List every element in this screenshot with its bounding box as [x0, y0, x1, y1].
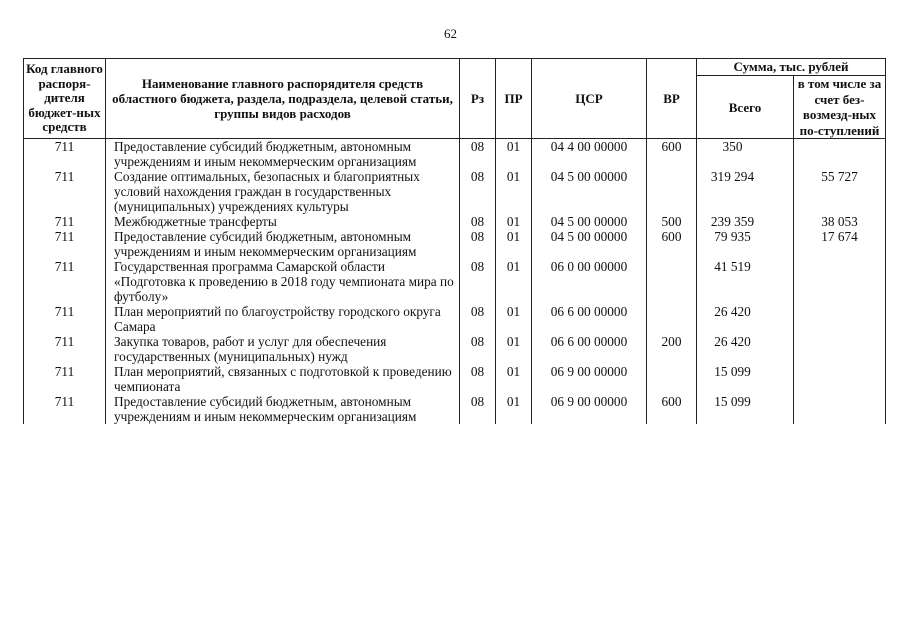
cell-total: 350	[697, 139, 794, 170]
header-rz: Рз	[460, 59, 496, 139]
cell-csr: 04 5 00 00000	[532, 169, 647, 214]
cell-code: 711	[24, 394, 106, 424]
cell-incl: 55 727	[794, 169, 886, 214]
cell-csr: 04 4 00 00000	[532, 139, 647, 170]
cell-rz: 08	[460, 259, 496, 304]
cell-pr: 01	[496, 139, 532, 170]
table-row	[24, 229, 886, 259]
cell-csr: 04 5 00 00000	[532, 229, 647, 259]
table-row	[24, 214, 886, 229]
cell-code: 711	[24, 259, 106, 304]
header-vr: ВР	[647, 59, 697, 139]
header-pr: ПР	[496, 59, 532, 139]
budget-table	[23, 58, 886, 424]
cell-vr: 200	[647, 334, 697, 364]
cell-code: 711	[24, 304, 106, 334]
cell-vr	[647, 304, 697, 334]
cell-csr: 06 9 00 00000	[532, 394, 647, 424]
cell-vr	[647, 169, 697, 214]
cell-total: 15 099	[697, 394, 794, 424]
cell-total: 41 519	[697, 259, 794, 304]
cell-name: Создание оптимальных, безопасных и благоприятных условий нахождения граждан в государственных (муниципальных) учреждениях культуры	[106, 169, 460, 214]
cell-incl	[794, 394, 886, 424]
table-row	[24, 259, 886, 304]
cell-incl: 38 053	[794, 214, 886, 229]
cell-pr: 01	[496, 169, 532, 214]
cell-code: 711	[24, 364, 106, 394]
cell-code: 711	[24, 139, 106, 170]
cell-total: 26 420	[697, 334, 794, 364]
cell-rz: 08	[460, 229, 496, 259]
header-incl: в том числе за счет без-возмезд-ных по-ступлений	[794, 76, 886, 139]
cell-total: 319 294	[697, 169, 794, 214]
cell-rz: 08	[460, 304, 496, 334]
cell-pr: 01	[496, 394, 532, 424]
cell-rz: 08	[460, 139, 496, 170]
table-row	[24, 169, 886, 214]
cell-rz: 08	[460, 364, 496, 394]
cell-rz: 08	[460, 334, 496, 364]
cell-vr	[647, 259, 697, 304]
header-csr: ЦСР	[532, 59, 647, 139]
cell-pr: 01	[496, 334, 532, 364]
cell-incl	[794, 139, 886, 170]
cell-vr: 600	[647, 394, 697, 424]
cell-incl	[794, 334, 886, 364]
cell-name: Предоставление субсидий бюджетным, автономным учреждениям и иным некоммерческим организациям	[106, 394, 460, 424]
cell-total: 239 359	[697, 214, 794, 229]
cell-code: 711	[24, 169, 106, 214]
header-sum-group: Сумма, тыс. рублей	[697, 59, 886, 76]
cell-pr: 01	[496, 214, 532, 229]
cell-csr: 06 0 00 00000	[532, 259, 647, 304]
header-name: Наименование главного распорядителя средств областного бюджета, раздела, подраздела, целевой статьи, группы видов расходов	[106, 59, 460, 139]
cell-total: 79 935	[697, 229, 794, 259]
cell-rz: 08	[460, 394, 496, 424]
cell-pr: 01	[496, 304, 532, 334]
table-body	[24, 139, 886, 425]
cell-name: Государственная программа Самарской области «Подготовка к проведению в 2018 году чемпионата мира по футболу»	[106, 259, 460, 304]
cell-code: 711	[24, 334, 106, 364]
table-row	[24, 394, 886, 424]
cell-pr: 01	[496, 259, 532, 304]
cell-vr: 600	[647, 139, 697, 170]
cell-csr: 06 9 00 00000	[532, 364, 647, 394]
table-row	[24, 139, 886, 170]
cell-incl	[794, 364, 886, 394]
cell-incl	[794, 259, 886, 304]
cell-code: 711	[24, 214, 106, 229]
header-code: Код главного распоря-дителя бюджет-ных средств	[24, 59, 106, 139]
cell-name: Межбюджетные трансферты	[106, 214, 460, 229]
cell-code: 711	[24, 229, 106, 259]
cell-rz: 08	[460, 169, 496, 214]
cell-csr: 06 6 00 00000	[532, 334, 647, 364]
cell-csr: 06 6 00 00000	[532, 304, 647, 334]
page-number: 62	[444, 26, 457, 41]
table-row	[24, 304, 886, 334]
cell-incl: 17 674	[794, 229, 886, 259]
table-row	[24, 334, 886, 364]
cell-name: Закупка товаров, работ и услуг для обеспечения государственных (муниципальных) нужд	[106, 334, 460, 364]
cell-name: План мероприятий по благоустройству городского округа Самара	[106, 304, 460, 334]
cell-vr: 600	[647, 229, 697, 259]
cell-vr	[647, 364, 697, 394]
cell-name: Предоставление субсидий бюджетным, автономным учреждениям и иным некоммерческим организациям	[106, 229, 460, 259]
cell-name: Предоставление субсидий бюджетным, автономным учреждениям и иным некоммерческим организациям	[106, 139, 460, 170]
cell-csr: 04 5 00 00000	[532, 214, 647, 229]
header-total: Всего	[697, 76, 794, 139]
cell-name: План мероприятий, связанных с подготовкой к проведению чемпионата	[106, 364, 460, 394]
cell-vr: 500	[647, 214, 697, 229]
table-row	[24, 364, 886, 394]
cell-total: 26 420	[697, 304, 794, 334]
cell-incl	[794, 304, 886, 334]
cell-rz: 08	[460, 214, 496, 229]
cell-pr: 01	[496, 229, 532, 259]
cell-pr: 01	[496, 364, 532, 394]
cell-total: 15 099	[697, 364, 794, 394]
